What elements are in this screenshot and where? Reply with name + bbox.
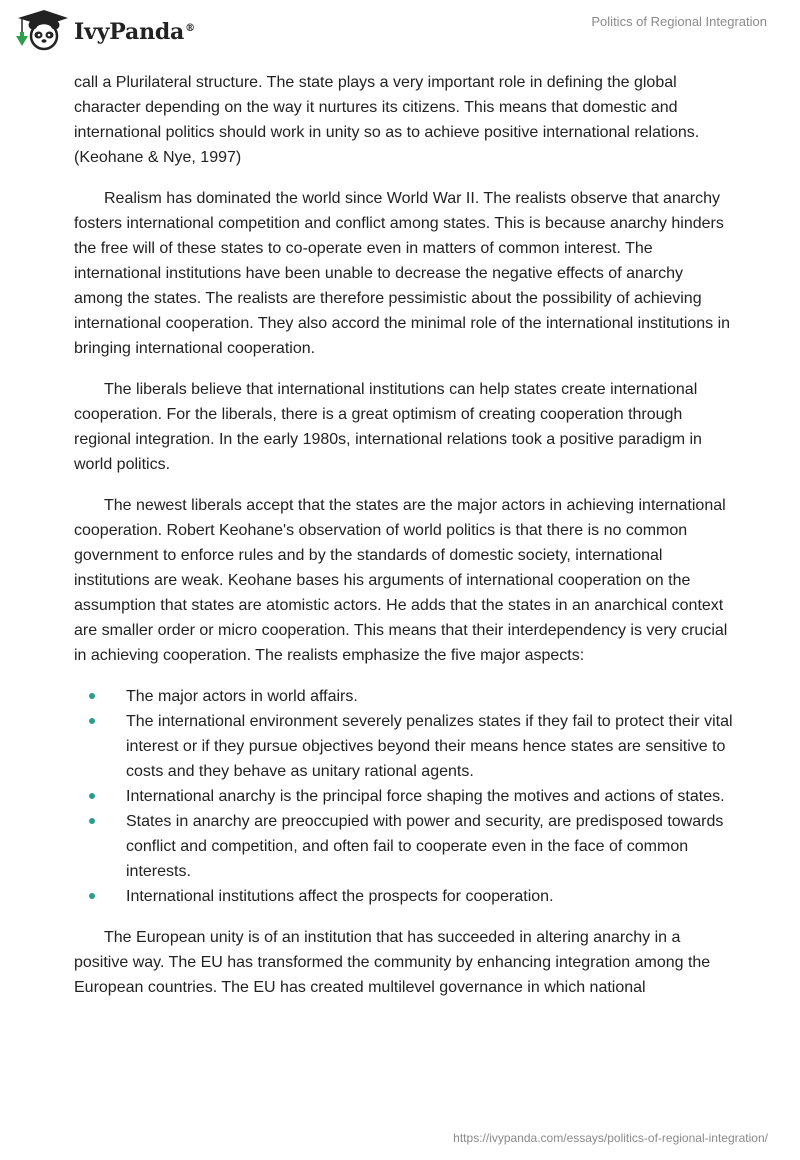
paragraph: Realism has dominated the world since World War II. The realists observe that anarchy fosters international competition and conflict among states. This is because anarchy hinders the free will of these states to co-operate even in matters of common interest. The international institutions have been unable to decrease the negative effects of anarchy among the states. The realists are therefore pessimistic about the possibility of achieving international cooperation. They also accord the minimal role of the international institutions in bringing international cooperation. — [74, 190, 731, 357]
bullet-icon — [89, 793, 95, 799]
paragraph: The newest liberals accept that the states are the major actors in achieving international cooperation. Robert Keohane's observation of world politics is that there is no common government to enforce rules and by the standards of domestic society, international institutions are weak. Keohane bases his arguments of international cooperation on the assumption that states are atomistic actors. He adds that the states in an anarchical context are smaller order or micro cooperation. This means that their interdependency is very crucial in achieving cooperation. The realists emphasize the five major aspects: — [74, 497, 728, 664]
brand-name: IvyPanda® — [74, 19, 195, 45]
panda-graduation-cap-icon — [14, 8, 68, 52]
bullet-icon — [89, 718, 95, 724]
paragraph: call a Plurilateral structure. The state plays a very important role in defining the global character depending on the way it nurtures its citizens. This means that domestic and international politics should work in unity so as to achieve positive international relations. (Keohane & Nye, 1997) — [74, 74, 700, 166]
list-item: States in anarchy are preoccupied with power and security, are predisposed towards conflict and competition, and often fail to cooperate even in the face of common interests. — [126, 809, 734, 884]
paragraph: The liberals believe that international institutions can help states create international cooperation. For the liberals, there is a great optimism of creating cooperation through regional integration. In the early 1980s, international relations took a positive paradigm in world politics. — [74, 381, 702, 473]
bullet-icon — [89, 693, 95, 699]
paragraph: The European unity is of an institution that has succeeded in altering anarchy in a positive way. The EU has transformed the community by enhancing integration among the European countries. The EU has created multilevel governance in which national — [74, 929, 711, 996]
bullet-icon — [89, 818, 95, 824]
list-item: International institutions affect the prospects for cooperation. — [126, 884, 734, 909]
document-title: Politics of Regional Integration — [591, 14, 767, 29]
bullet-list — [74, 684, 734, 909]
list-item: The international environment severely penalizes states if they fail to protect their vital interest or if they pursue objectives beyond their means hence states are sensitive to costs and they behave as unitary rational agents. — [126, 709, 734, 784]
bullet-icon — [89, 893, 95, 899]
page-header — [0, 0, 800, 70]
essay-body — [74, 70, 734, 1016]
ivypanda-logo[interactable] — [14, 8, 195, 52]
list-item: International anarchy is the principal force shaping the motives and actions of states. — [126, 784, 734, 809]
list-item: The major actors in world affairs. — [126, 684, 734, 709]
source-url-link[interactable]: https://ivypanda.com/essays/politics-of-regional-integration/ — [453, 1131, 768, 1145]
